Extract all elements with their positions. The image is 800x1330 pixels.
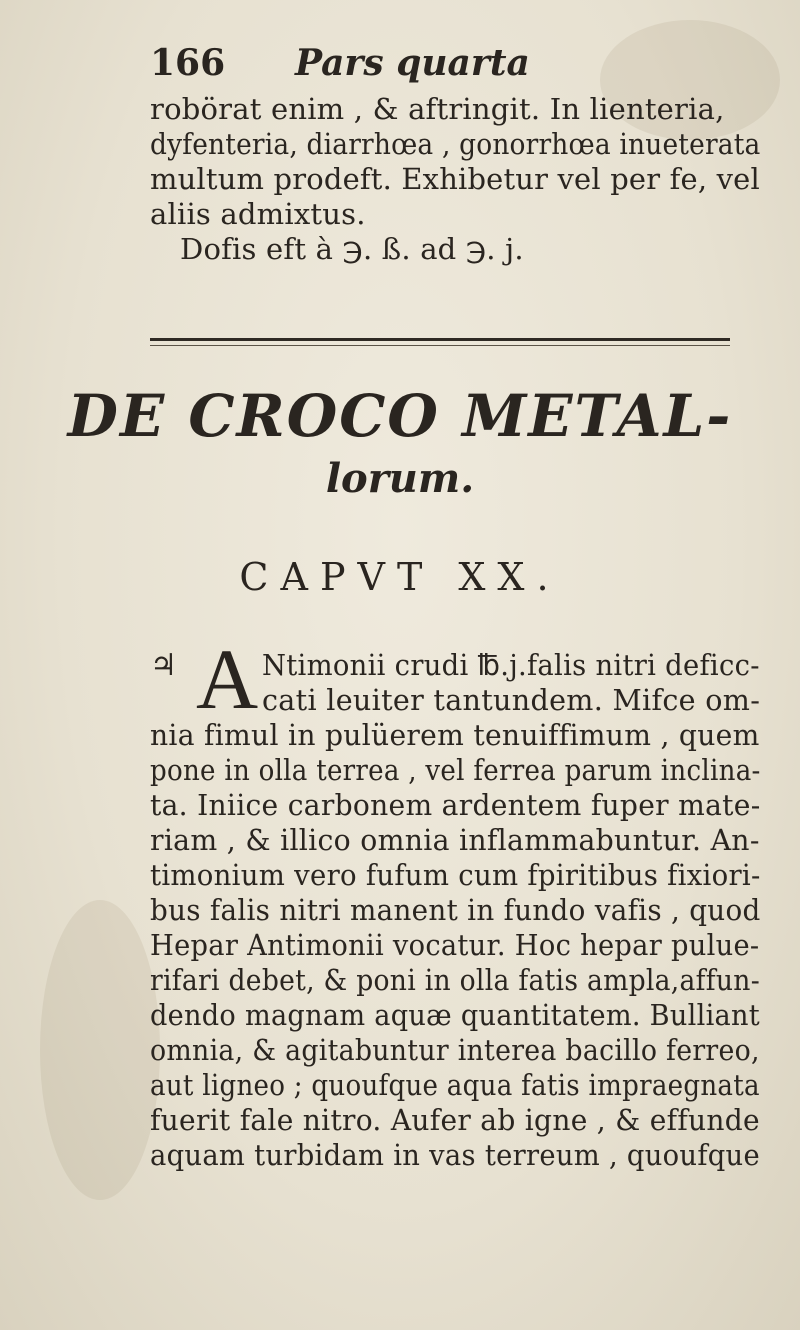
paragraph-line: cati leuiter tantundem. Mifce om- bbox=[262, 683, 761, 717]
running-head: Pars quarta bbox=[295, 42, 530, 84]
text-line: aliis admixtus. bbox=[150, 197, 366, 231]
paragraph-line: rifari debet, & poni in olla fatis ampla,affun- bbox=[150, 963, 760, 997]
paragraph-line: ta. Iniice carbonem ardentem fuper mate- bbox=[150, 788, 761, 822]
paragraph-line: timonium vero fufum cum fpiritibus fixiori- bbox=[150, 858, 761, 892]
paragraph-line: omnia, & agitabuntur interea bacillo ferreo, bbox=[150, 1033, 760, 1067]
section-rule-thin bbox=[150, 345, 730, 346]
text-line: multum prodeft. Exhibetur vel per fe, vel bbox=[150, 162, 760, 196]
section-title: DE CROCO METAL- bbox=[67, 382, 733, 450]
paragraph-line: pone in olla terrea , vel ferrea parum inclina- bbox=[150, 753, 761, 787]
text-line: dyfenteria, diarrhœa , gonorrhœa inueterata bbox=[150, 127, 761, 161]
dosage-line: Dofis eft à ℈. ß. ad ℈. j. bbox=[180, 232, 524, 266]
paragraph-line: Hepar Antimonii vocatur. Hoc hepar pulue- bbox=[150, 928, 760, 962]
paragraph-line: dendo magnam aquæ quantitatem. Bulliant bbox=[150, 998, 760, 1032]
text-line: robörat enim , & aftringit. In lienteria, bbox=[150, 92, 725, 126]
page-number: 166 bbox=[150, 42, 226, 84]
paragraph-line: bus falis nitri manent in fundo vafis , quod bbox=[150, 893, 761, 927]
section-title-continuation: lorum. bbox=[325, 455, 475, 502]
page-header bbox=[150, 42, 710, 92]
drop-cap: A bbox=[196, 631, 259, 727]
paragraph-line: fuerit fale nitro. Aufer ab igne , & effunde bbox=[150, 1103, 760, 1137]
paragraph-line: Ntimonii crudi ℔.j.falis nitri deficc- bbox=[262, 648, 760, 682]
paragraph-line: aut ligneo ; quoufque aqua fatis impraegnata bbox=[150, 1068, 760, 1102]
section-rule bbox=[150, 338, 730, 341]
paragraph-line: riam , & illico omnia inflammabuntur. An- bbox=[150, 823, 760, 857]
chapter-heading: CAPVT XX. bbox=[239, 555, 561, 599]
antimony-symbol-icon: ♃ bbox=[150, 648, 177, 683]
paper-stain bbox=[40, 900, 160, 1200]
paragraph-line: nia fimul in pulüerem tenuiffimum , quem bbox=[150, 718, 760, 752]
paragraph-line: aquam turbidam in vas terreum , quoufque bbox=[150, 1138, 760, 1172]
